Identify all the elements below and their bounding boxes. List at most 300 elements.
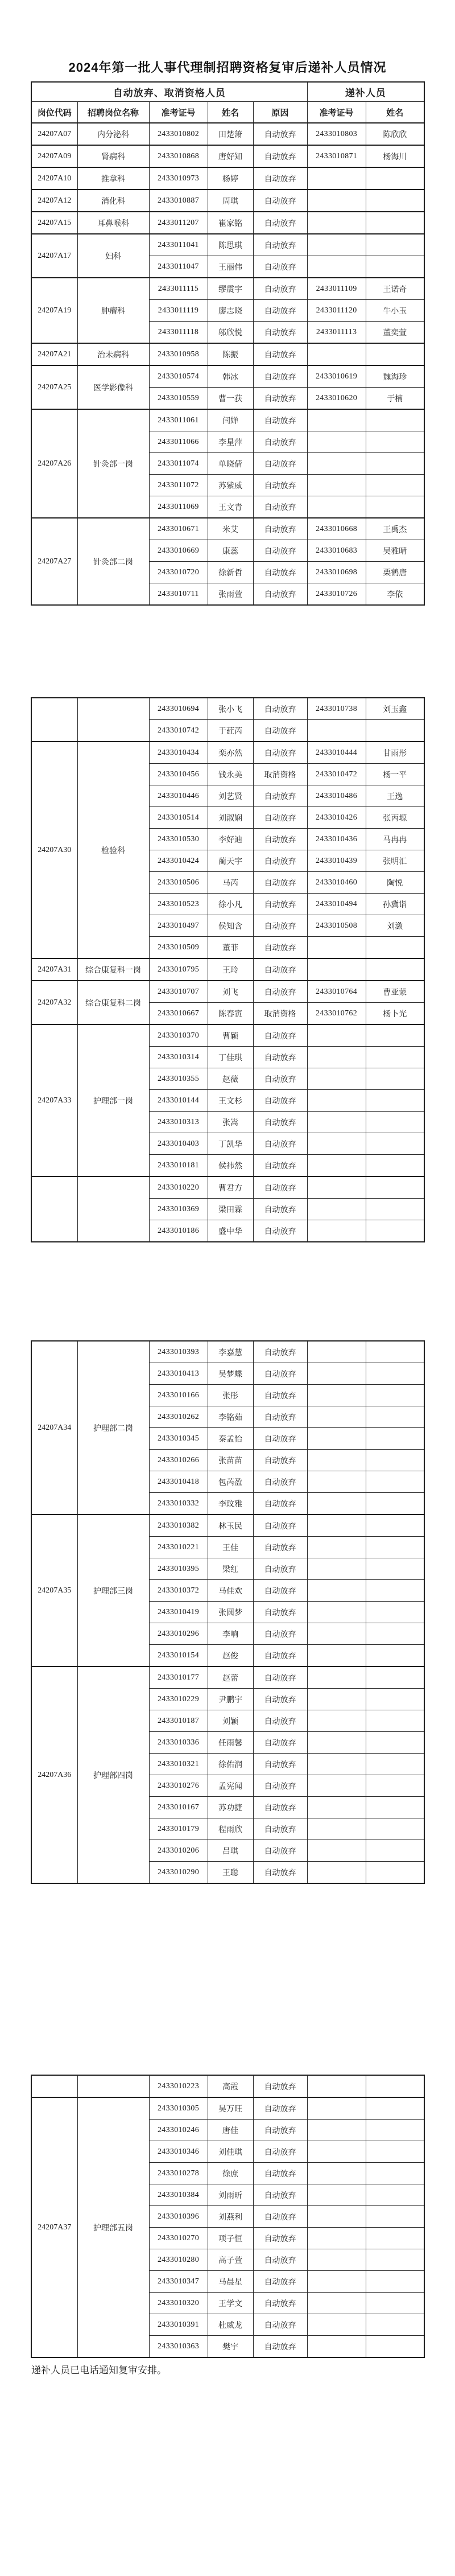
cell-post-code: 24207A33 bbox=[31, 1024, 77, 1176]
cell-substitute-name: 马冉冉 bbox=[366, 829, 424, 850]
cell-substitute-ticket bbox=[307, 167, 366, 190]
cell-person-name: 韩冰 bbox=[208, 365, 253, 388]
cell-substitute-ticket: 2433010620 bbox=[307, 388, 366, 410]
cell-substitute-name bbox=[366, 1493, 424, 1515]
cell-reason: 自动放弃 bbox=[253, 1493, 307, 1515]
cell-post-code bbox=[31, 2075, 77, 2097]
cell-person-name: 张苗苗 bbox=[208, 1450, 253, 1471]
cell-substitute-name bbox=[366, 2184, 424, 2206]
cell-substitute-name bbox=[366, 1341, 424, 1363]
cell-substitute-ticket bbox=[307, 1024, 366, 1047]
cell-substitute-name bbox=[366, 1710, 424, 1732]
cell-substitute-ticket bbox=[307, 1493, 366, 1515]
cell-reason: 自动放弃 bbox=[253, 1385, 307, 1406]
cell-reason: 自动放弃 bbox=[253, 1840, 307, 1862]
cell-substitute-ticket bbox=[307, 2163, 366, 2184]
table-row bbox=[31, 2075, 424, 2097]
cell-post-name bbox=[77, 698, 149, 742]
cell-reason: 自动放弃 bbox=[253, 1112, 307, 1133]
cell-substitute-ticket: 2433010508 bbox=[307, 915, 366, 937]
cell-ticket-number: 2433010514 bbox=[149, 807, 208, 829]
cell-reason: 自动放弃 bbox=[253, 1775, 307, 1797]
cell-reason: 自动放弃 bbox=[253, 496, 307, 519]
cell-ticket-number: 2433010262 bbox=[149, 1406, 208, 1428]
cell-substitute-ticket: 2433010726 bbox=[307, 583, 366, 606]
cell-reason: 自动放弃 bbox=[253, 453, 307, 475]
cell-person-name: 曹颖 bbox=[208, 1024, 253, 1047]
cell-post-code: 24207A35 bbox=[31, 1515, 77, 1666]
cell-reason: 自动放弃 bbox=[253, 365, 307, 388]
cell-reason: 自动放弃 bbox=[253, 2184, 307, 2206]
cell-substitute-name bbox=[366, 720, 424, 742]
cell-reason: 自动放弃 bbox=[253, 1155, 307, 1177]
cell-person-name: 李星萍 bbox=[208, 431, 253, 453]
cell-substitute-name bbox=[366, 256, 424, 278]
cell-person-name: 徐小凡 bbox=[208, 894, 253, 915]
table-row bbox=[31, 981, 424, 1003]
cell-ticket-number: 2433010221 bbox=[149, 1537, 208, 1558]
cell-post-name: 综合康复科一岗 bbox=[77, 958, 149, 981]
cell-substitute-ticket bbox=[307, 1754, 366, 1775]
cell-post-code: 24207A27 bbox=[31, 518, 77, 605]
table-segment bbox=[31, 697, 425, 1242]
cell-substitute-ticket bbox=[307, 1471, 366, 1493]
cell-substitute-name: 曹亚蒙 bbox=[366, 981, 424, 1003]
table-row bbox=[31, 698, 424, 720]
cell-person-name: 李好迪 bbox=[208, 829, 253, 850]
cell-ticket-number: 2433010290 bbox=[149, 1862, 208, 1884]
cell-substitute-name: 孙冀诣 bbox=[366, 894, 424, 915]
cell-ticket-number: 2433010671 bbox=[149, 518, 208, 540]
cell-substitute-name: 董奕萱 bbox=[366, 322, 424, 344]
cell-substitute-name bbox=[366, 2293, 424, 2314]
table-row bbox=[31, 1515, 424, 1537]
cell-substitute-ticket bbox=[307, 1775, 366, 1797]
cell-substitute-name bbox=[366, 2249, 424, 2271]
cell-substitute-name bbox=[366, 2141, 424, 2163]
cell-person-name: 刘佳琪 bbox=[208, 2141, 253, 2163]
cell-reason: 自动放弃 bbox=[253, 2075, 307, 2097]
cell-person-name: 张嵩 bbox=[208, 1112, 253, 1133]
cell-post-code: 24207A37 bbox=[31, 2097, 77, 2357]
cell-person-name: 缪震宇 bbox=[208, 278, 253, 300]
cell-ticket-number: 2433011118 bbox=[149, 322, 208, 344]
cell-substitute-ticket bbox=[307, 1068, 366, 1090]
cell-substitute-name: 刘玉鑫 bbox=[366, 698, 424, 720]
cell-substitute-name bbox=[366, 1112, 424, 1133]
cell-substitute-name bbox=[366, 1732, 424, 1754]
cell-ticket-number: 2433010167 bbox=[149, 1797, 208, 1818]
cell-person-name: 邬欣悦 bbox=[208, 322, 253, 344]
cell-ticket-number: 2433010355 bbox=[149, 1068, 208, 1090]
cell-post-name: 综合康复科二岗 bbox=[77, 981, 149, 1024]
cell-ticket-number: 2433010266 bbox=[149, 1450, 208, 1471]
cell-substitute-name: 牛小玉 bbox=[366, 300, 424, 322]
cell-ticket-number: 2433010278 bbox=[149, 2163, 208, 2184]
cell-substitute-name bbox=[366, 1220, 424, 1242]
cell-person-name: 崔家铭 bbox=[208, 212, 253, 234]
cell-person-name: 丁凯华 bbox=[208, 1133, 253, 1155]
cell-reason: 自动放弃 bbox=[253, 1689, 307, 1710]
cell-substitute-name: 杨卜光 bbox=[366, 1003, 424, 1025]
column-header: 准考证号 bbox=[149, 102, 208, 124]
cell-person-name: 马佳欢 bbox=[208, 1580, 253, 1602]
cell-ticket-number: 2433010206 bbox=[149, 1840, 208, 1862]
cell-substitute-ticket bbox=[307, 409, 366, 431]
cell-reason: 自动放弃 bbox=[253, 1515, 307, 1537]
cell-substitute-name bbox=[366, 2120, 424, 2141]
cell-substitute-name bbox=[366, 2163, 424, 2184]
header-group-row bbox=[31, 82, 424, 102]
cell-ticket-number: 2433010530 bbox=[149, 829, 208, 850]
table-row bbox=[31, 1341, 424, 1363]
cell-substitute-ticket bbox=[307, 1341, 366, 1363]
cell-substitute-name bbox=[366, 1428, 424, 1450]
cell-ticket-number: 2433010246 bbox=[149, 2120, 208, 2141]
cell-ticket-number: 2433010370 bbox=[149, 1024, 208, 1047]
cell-post-code: 24207A32 bbox=[31, 981, 77, 1024]
cell-substitute-name bbox=[366, 1537, 424, 1558]
cell-reason: 自动放弃 bbox=[253, 2336, 307, 2358]
cell-person-name: 董菲 bbox=[208, 937, 253, 959]
cell-post-name: 护理部二岗 bbox=[77, 1341, 149, 1515]
cell-reason: 自动放弃 bbox=[253, 2097, 307, 2120]
cell-substitute-ticket bbox=[307, 256, 366, 278]
cell-substitute-name bbox=[366, 409, 424, 431]
cell-substitute-name bbox=[366, 453, 424, 475]
cell-person-name: 李响 bbox=[208, 1623, 253, 1645]
cell-person-name: 盛中华 bbox=[208, 1220, 253, 1242]
table-segment bbox=[31, 1340, 425, 1884]
cell-person-name: 王聪 bbox=[208, 1862, 253, 1884]
cell-ticket-number: 2433010313 bbox=[149, 1112, 208, 1133]
table-row bbox=[31, 278, 424, 300]
cell-substitute-name bbox=[366, 212, 424, 234]
cell-substitute-name bbox=[366, 2336, 424, 2358]
cell-substitute-name: 张明汇 bbox=[366, 850, 424, 872]
cell-substitute-name bbox=[366, 1363, 424, 1385]
cell-reason: 自动放弃 bbox=[253, 322, 307, 344]
cell-person-name: 刘雨昕 bbox=[208, 2184, 253, 2206]
cell-person-name: 马晨星 bbox=[208, 2271, 253, 2293]
cell-substitute-ticket bbox=[307, 1090, 366, 1112]
cell-substitute-ticket bbox=[307, 1406, 366, 1428]
cell-reason: 自动放弃 bbox=[253, 1754, 307, 1775]
cell-ticket-number: 2433010346 bbox=[149, 2141, 208, 2163]
cell-substitute-name bbox=[366, 1840, 424, 1862]
cell-person-name: 侯知含 bbox=[208, 915, 253, 937]
cell-person-name: 闫婵 bbox=[208, 409, 253, 431]
cell-substitute-name: 李依 bbox=[366, 583, 424, 606]
cell-person-name: 蔺天宇 bbox=[208, 850, 253, 872]
cell-substitute-name bbox=[366, 2097, 424, 2120]
cell-substitute-ticket bbox=[307, 234, 366, 256]
cell-substitute-ticket bbox=[307, 475, 366, 496]
cell-substitute-ticket: 2433010683 bbox=[307, 540, 366, 562]
cell-substitute-ticket bbox=[307, 343, 366, 365]
cell-reason: 自动放弃 bbox=[253, 1363, 307, 1385]
cell-ticket-number: 2433010296 bbox=[149, 1623, 208, 1645]
cell-ticket-number: 2433010144 bbox=[149, 1090, 208, 1112]
cell-reason: 自动放弃 bbox=[253, 915, 307, 937]
cell-reason: 自动放弃 bbox=[253, 1666, 307, 1689]
cell-reason: 自动放弃 bbox=[253, 1068, 307, 1090]
cell-ticket-number: 2433010396 bbox=[149, 2206, 208, 2228]
cell-ticket-number: 2433010868 bbox=[149, 145, 208, 167]
cell-person-name: 刘艺贤 bbox=[208, 785, 253, 807]
cell-substitute-name bbox=[366, 1133, 424, 1155]
cell-ticket-number: 2433010559 bbox=[149, 388, 208, 410]
cell-reason: 自动放弃 bbox=[253, 1047, 307, 1068]
cell-ticket-number: 2433011069 bbox=[149, 496, 208, 519]
cell-person-name: 王文杉 bbox=[208, 1090, 253, 1112]
cell-reason: 自动放弃 bbox=[253, 2206, 307, 2228]
cell-substitute-ticket bbox=[307, 2206, 366, 2228]
cell-substitute-name: 于楠 bbox=[366, 388, 424, 410]
column-header: 准考证号 bbox=[307, 102, 366, 124]
cell-substitute-name: 刘潋 bbox=[366, 915, 424, 937]
cell-substitute-ticket: 2433010460 bbox=[307, 872, 366, 894]
cell-reason: 自动放弃 bbox=[253, 167, 307, 190]
cell-ticket-number: 2433011072 bbox=[149, 475, 208, 496]
cell-reason: 自动放弃 bbox=[253, 2163, 307, 2184]
cell-substitute-name bbox=[366, 2271, 424, 2293]
cell-reason: 自动放弃 bbox=[253, 720, 307, 742]
table-row bbox=[31, 2097, 424, 2120]
cell-ticket-number: 2433010424 bbox=[149, 850, 208, 872]
cell-ticket-number: 2433010336 bbox=[149, 1732, 208, 1754]
cell-substitute-name: 魏海珍 bbox=[366, 365, 424, 388]
cell-reason: 自动放弃 bbox=[253, 2120, 307, 2141]
column-header: 姓名 bbox=[366, 102, 424, 124]
cell-substitute-ticket bbox=[307, 1450, 366, 1471]
cell-post-name: 消化科 bbox=[77, 190, 149, 212]
cell-reason: 自动放弃 bbox=[253, 256, 307, 278]
cell-substitute-ticket: 2433010738 bbox=[307, 698, 366, 720]
table-row bbox=[31, 212, 424, 234]
cell-substitute-name bbox=[366, 1024, 424, 1047]
cell-reason: 自动放弃 bbox=[253, 2249, 307, 2271]
cell-ticket-number: 2433010413 bbox=[149, 1363, 208, 1385]
cell-person-name: 王丽伟 bbox=[208, 256, 253, 278]
cell-substitute-name: 栗鹤唐 bbox=[366, 562, 424, 583]
cell-ticket-number: 2433010363 bbox=[149, 2336, 208, 2358]
cell-substitute-ticket bbox=[307, 2293, 366, 2314]
header-left-group: 自动放弃、取消资格人员 bbox=[31, 82, 307, 102]
cell-person-name: 陈春寅 bbox=[208, 1003, 253, 1025]
cell-reason: 自动放弃 bbox=[253, 1341, 307, 1363]
cell-substitute-ticket: 2433010444 bbox=[307, 742, 366, 764]
cell-substitute-name bbox=[366, 1797, 424, 1818]
cell-substitute-name bbox=[366, 1385, 424, 1406]
cell-person-name: 王文青 bbox=[208, 496, 253, 519]
cell-substitute-name bbox=[366, 1155, 424, 1177]
cell-person-name: 高子萱 bbox=[208, 2249, 253, 2271]
cell-post-code: 24207A36 bbox=[31, 1666, 77, 1883]
cell-person-name: 杜威龙 bbox=[208, 2314, 253, 2336]
cell-reason: 自动放弃 bbox=[253, 1602, 307, 1623]
cell-post-name: 肿瘤科 bbox=[77, 278, 149, 343]
cell-substitute-name bbox=[366, 1450, 424, 1471]
cell-ticket-number: 2433010347 bbox=[149, 2271, 208, 2293]
cell-reason: 自动放弃 bbox=[253, 343, 307, 365]
cell-ticket-number: 2433010181 bbox=[149, 1155, 208, 1177]
cell-ticket-number: 2433011047 bbox=[149, 256, 208, 278]
table-row bbox=[31, 123, 424, 145]
cell-ticket-number: 2433010177 bbox=[149, 1666, 208, 1689]
cell-reason: 自动放弃 bbox=[253, 190, 307, 212]
cell-post-code: 24207A17 bbox=[31, 234, 77, 278]
cell-ticket-number: 2433011207 bbox=[149, 212, 208, 234]
cell-ticket-number: 2433010795 bbox=[149, 958, 208, 981]
cell-person-name: 赵蕾 bbox=[208, 1666, 253, 1689]
cell-reason: 自动放弃 bbox=[253, 1580, 307, 1602]
cell-person-name: 李玟雅 bbox=[208, 1493, 253, 1515]
cell-reason: 自动放弃 bbox=[253, 1090, 307, 1112]
cell-substitute-ticket: 2433010871 bbox=[307, 145, 366, 167]
table-row bbox=[31, 958, 424, 981]
cell-reason: 自动放弃 bbox=[253, 872, 307, 894]
cell-reason: 自动放弃 bbox=[253, 1537, 307, 1558]
cell-person-name: 尹鹏宇 bbox=[208, 1689, 253, 1710]
cell-substitute-name: 王逸 bbox=[366, 785, 424, 807]
cell-person-name: 孟宪闻 bbox=[208, 1775, 253, 1797]
cell-person-name: 李铭茹 bbox=[208, 1406, 253, 1428]
cell-substitute-ticket bbox=[307, 1862, 366, 1884]
header-right-group: 递补人员 bbox=[307, 82, 424, 102]
cell-person-name: 陈振 bbox=[208, 343, 253, 365]
cell-substitute-name bbox=[366, 343, 424, 365]
cell-person-name: 林玉民 bbox=[208, 1515, 253, 1537]
cell-person-name: 赵薇 bbox=[208, 1068, 253, 1090]
cell-substitute-ticket bbox=[307, 1558, 366, 1580]
cell-person-name: 梁红 bbox=[208, 1558, 253, 1580]
cell-reason: 自动放弃 bbox=[253, 562, 307, 583]
cell-substitute-name bbox=[366, 1689, 424, 1710]
cell-substitute-ticket bbox=[307, 1732, 366, 1754]
cell-substitute-name: 吴雅晴 bbox=[366, 540, 424, 562]
cell-person-name: 马芮 bbox=[208, 872, 253, 894]
cell-post-name: 肾病科 bbox=[77, 145, 149, 167]
cell-ticket-number: 2433010497 bbox=[149, 915, 208, 937]
cell-substitute-ticket: 2433010764 bbox=[307, 981, 366, 1003]
cell-substitute-ticket bbox=[307, 720, 366, 742]
cell-post-name: 护理部三岗 bbox=[77, 1515, 149, 1666]
cell-substitute-ticket bbox=[307, 1537, 366, 1558]
cell-person-name: 丁佳琪 bbox=[208, 1047, 253, 1068]
cell-substitute-name bbox=[366, 1047, 424, 1068]
cell-person-name: 康蕊 bbox=[208, 540, 253, 562]
cell-substitute-name bbox=[366, 2206, 424, 2228]
cell-ticket-number: 2433010434 bbox=[149, 742, 208, 764]
cell-post-code: 24207A09 bbox=[31, 145, 77, 167]
cell-ticket-number: 2433010802 bbox=[149, 123, 208, 145]
cell-substitute-name bbox=[366, 1818, 424, 1840]
cell-ticket-number: 2433010403 bbox=[149, 1133, 208, 1155]
cell-substitute-name bbox=[366, 1580, 424, 1602]
cell-person-name: 田楚箫 bbox=[208, 123, 253, 145]
cell-substitute-name bbox=[366, 1090, 424, 1112]
cell-reason: 自动放弃 bbox=[253, 937, 307, 959]
cell-ticket-number: 2433010179 bbox=[149, 1818, 208, 1840]
cell-substitute-ticket bbox=[307, 1199, 366, 1220]
cell-substitute-name bbox=[366, 1515, 424, 1537]
table-row bbox=[31, 365, 424, 388]
cell-substitute-name bbox=[366, 475, 424, 496]
cell-substitute-ticket bbox=[307, 1710, 366, 1732]
cell-ticket-number: 2433010667 bbox=[149, 1003, 208, 1025]
cell-substitute-ticket bbox=[307, 2314, 366, 2336]
cell-substitute-ticket bbox=[307, 496, 366, 519]
cell-substitute-ticket: 2433010439 bbox=[307, 850, 366, 872]
cell-substitute-name bbox=[366, 958, 424, 981]
cell-ticket-number: 2433010958 bbox=[149, 343, 208, 365]
cell-person-name: 刘飞 bbox=[208, 981, 253, 1003]
cell-reason: 自动放弃 bbox=[253, 1818, 307, 1840]
table-row bbox=[31, 167, 424, 190]
cell-reason: 自动放弃 bbox=[253, 742, 307, 764]
cell-person-name: 唐佳 bbox=[208, 2120, 253, 2141]
cell-substitute-ticket bbox=[307, 1220, 366, 1242]
cell-reason: 自动放弃 bbox=[253, 1024, 307, 1047]
cell-substitute-ticket bbox=[307, 212, 366, 234]
cell-person-name: 王玲 bbox=[208, 958, 253, 981]
cell-post-code: 24207A15 bbox=[31, 212, 77, 234]
cell-reason: 自动放弃 bbox=[253, 2271, 307, 2293]
cell-reason: 自动放弃 bbox=[253, 785, 307, 807]
cell-substitute-ticket bbox=[307, 2336, 366, 2358]
cell-ticket-number: 2433010456 bbox=[149, 764, 208, 785]
cell-substitute-name bbox=[366, 1471, 424, 1493]
cell-substitute-ticket bbox=[307, 2249, 366, 2271]
cell-post-name: 内分泌科 bbox=[77, 123, 149, 145]
cell-post-name: 耳鼻喉科 bbox=[77, 212, 149, 234]
cell-reason: 自动放弃 bbox=[253, 1428, 307, 1450]
cell-reason: 自动放弃 bbox=[253, 829, 307, 850]
cell-substitute-name bbox=[366, 1602, 424, 1623]
cell-post-name: 检验科 bbox=[77, 742, 149, 958]
cell-substitute-ticket bbox=[307, 190, 366, 212]
cell-ticket-number: 2433010720 bbox=[149, 562, 208, 583]
page-title: 2024年第一批人事代理制招聘资格复审后递补人员情况 bbox=[68, 60, 387, 75]
cell-substitute-name: 杨一平 bbox=[366, 764, 424, 785]
column-header: 招聘岗位名称 bbox=[77, 102, 149, 124]
cell-person-name: 王佳 bbox=[208, 1537, 253, 1558]
cell-reason: 自动放弃 bbox=[253, 540, 307, 562]
cell-reason: 自动放弃 bbox=[253, 1450, 307, 1471]
footer-note: 递补人员已电话通知复审安排。 bbox=[31, 2365, 167, 2376]
cell-substitute-name bbox=[366, 1754, 424, 1775]
cell-ticket-number: 2433010384 bbox=[149, 2184, 208, 2206]
cell-substitute-ticket bbox=[307, 1645, 366, 1667]
cell-reason: 取消资格 bbox=[253, 764, 307, 785]
cell-substitute-name bbox=[366, 1645, 424, 1667]
cell-substitute-ticket bbox=[307, 2097, 366, 2120]
cell-ticket-number: 2433010707 bbox=[149, 981, 208, 1003]
cell-substitute-name bbox=[366, 1406, 424, 1428]
cell-reason: 自动放弃 bbox=[253, 475, 307, 496]
cell-substitute-name bbox=[366, 167, 424, 190]
cell-reason: 自动放弃 bbox=[253, 409, 307, 431]
cell-post-code bbox=[31, 1176, 77, 1242]
cell-substitute-ticket: 2433010472 bbox=[307, 764, 366, 785]
cell-substitute-name bbox=[366, 1775, 424, 1797]
cell-reason: 自动放弃 bbox=[253, 698, 307, 720]
cell-substitute-ticket: 2433010668 bbox=[307, 518, 366, 540]
cell-reason: 自动放弃 bbox=[253, 583, 307, 606]
cell-ticket-number: 2433010391 bbox=[149, 2314, 208, 2336]
cell-person-name: 梁田霖 bbox=[208, 1199, 253, 1220]
